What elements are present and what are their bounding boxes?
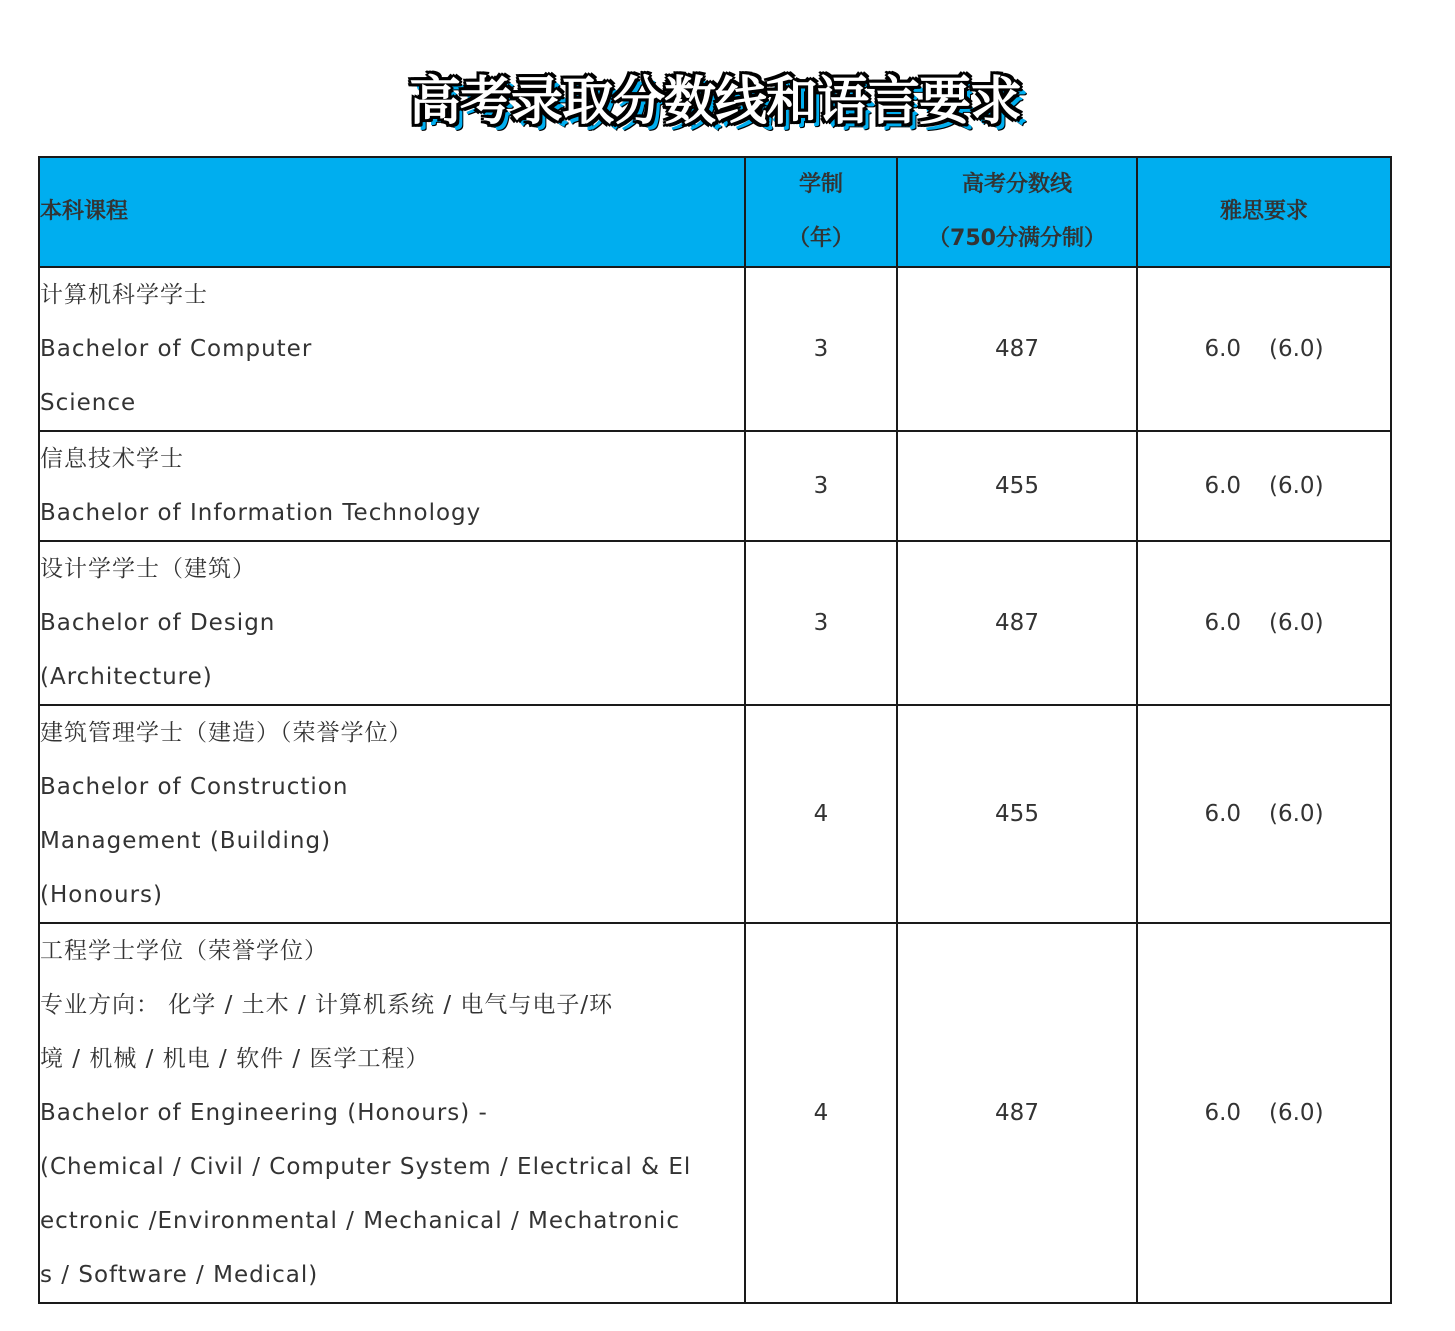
ielts-sub-score: (6.0) [1269,473,1324,499]
course-cell [39,705,745,923]
course-line: Bachelor of Computer [40,336,313,362]
course-line: (Honours) [40,882,163,908]
course-cell [39,923,745,1303]
table-row [39,923,1391,1303]
ielts-score: 6.0 [1204,1100,1242,1126]
course-cell [39,541,745,705]
ielts-sub-score: (6.0) [1269,610,1324,636]
course-line: Bachelor of Information Technology [40,500,482,526]
course-line: 计算机科学学士 [40,282,208,308]
ielts-cell [1137,267,1391,431]
ielts-cell [1137,923,1391,1303]
duration-cell: 3 [745,541,897,705]
ielts-cell [1137,541,1391,705]
course-line: ectronic /Environmental / Mechanical / Mechatronic [40,1208,680,1234]
course-cell [39,431,745,541]
course-line: (Chemical / Civil / Computer System / Electrical & El [40,1154,692,1180]
header-course: 本科课程 [39,157,745,267]
ielts-cell [1137,431,1391,541]
gaokao-cell: 455 [897,431,1137,541]
course-line: 专业方向： 化学 / 土木 / 计算机系统 / 电气与电子/环 [40,992,614,1018]
header-gaokao-line2: （750分满分制） [928,226,1106,251]
ielts-cell [1137,705,1391,923]
duration-cell: 3 [745,431,897,541]
course-line: Bachelor of Engineering (Honours) - [40,1100,488,1126]
ielts-sub-score: (6.0) [1269,336,1324,362]
course-line: s / Software / Medical) [40,1262,319,1288]
duration-cell: 3 [745,267,897,431]
course-line: (Architecture) [40,664,213,690]
table-row [39,705,1391,923]
course-line: Bachelor of Construction [40,774,349,800]
header-gaokao-line1: 高考分数线 [961,172,1072,197]
table-row [39,267,1391,431]
header-gaokao [897,157,1137,267]
header-duration-line2: （年） [787,226,854,251]
header-duration [745,157,897,267]
duration-cell: 4 [745,923,897,1303]
course-line: Science [40,390,137,416]
course-line: 境 / 机械 / 机电 / 软件 / 医学工程） [40,1046,430,1072]
page-title: 高考录取分数线和语言要求 [408,72,1021,132]
course-line: 工程学士学位（荣誉学位） [40,938,328,964]
table-row [39,431,1391,541]
ielts-score: 6.0 [1204,336,1242,362]
course-cell [39,267,745,431]
course-line: Bachelor of Design [40,610,276,636]
ielts-score: 6.0 [1204,801,1242,827]
ielts-sub-score: (6.0) [1269,1100,1324,1126]
course-line: 信息技术学士 [40,446,184,472]
table-row [39,541,1391,705]
gaokao-cell: 487 [897,267,1137,431]
ielts-score: 6.0 [1204,610,1242,636]
header-ielts: 雅思要求 [1137,157,1391,267]
gaokao-cell: 455 [897,705,1137,923]
table-header-row [39,157,1391,267]
course-line: Management (Building) [40,828,332,854]
gaokao-cell: 487 [897,541,1137,705]
header-duration-line1: 学制 [798,172,843,197]
ielts-sub-score: (6.0) [1269,801,1324,827]
ielts-score: 6.0 [1204,473,1242,499]
admission-table [38,156,1392,1304]
course-line: 设计学学士（建筑） [40,556,256,582]
gaokao-cell: 487 [897,923,1137,1303]
course-line: 建筑管理学士（建造）（荣誉学位） [40,720,413,746]
duration-cell: 4 [745,705,897,923]
